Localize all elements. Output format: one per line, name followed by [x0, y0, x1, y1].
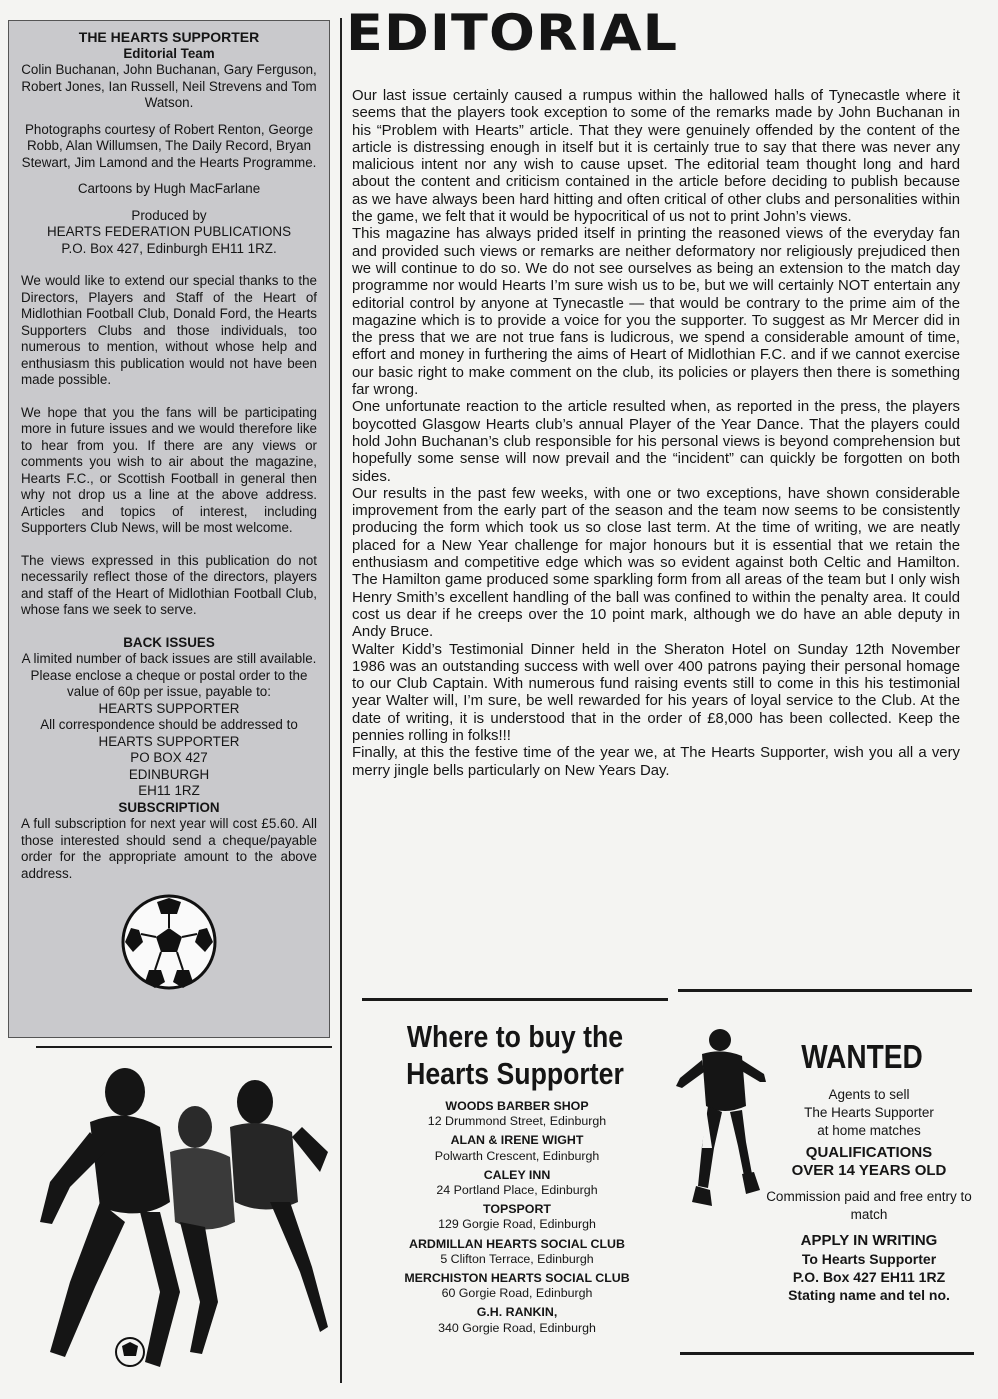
- thanks-text: We would like to extend our special thanks to the Directors, Players and Staff of the Heart of Midlothian Football Club, Donald Ford, the Hearts Supporters Clubs and those individuals, too numerous to mention, without whose help and enthusiasm this publication would not have been made possible.: [21, 273, 317, 387]
- magazine-title: THE HEARTS SUPPORTER: [78, 29, 260, 45]
- wanted-line: Agents to sell: [828, 1087, 910, 1102]
- commission-text: Commission paid and free entry to match: [766, 1189, 972, 1222]
- store-address: 24 Portland Place, Edinburgh: [436, 1183, 598, 1198]
- publisher: HEARTS FEDERATION PUBLICATIONS: [46, 224, 292, 239]
- store-name: ALAN & IRENE WIGHT: [450, 1133, 584, 1148]
- list-item: [362, 1099, 672, 1129]
- address-line: EDINBURGH: [128, 766, 210, 782]
- store-name: MERCHISTON HEARTS SOCIAL CLUB: [404, 1271, 630, 1286]
- list-item: [362, 1305, 672, 1335]
- list-item: [362, 1271, 672, 1301]
- editorial-paragraph: This magazine has always prided itself in printing the reasoned views of the everyday fan and provided such views or remarks are neither deformatory nor religiously prejudiced then we will continue to do so. We do not see ourselves as being an extension to the match day programme nor would Hearts I’m sure wish us to be, but we will certainly NOT entertain any editorial control by anyone at Tynecastle — that would be contrary to the prime aim of the magazine which is to provide a voice for you the supporter. To suggest as Mr Mercer did in the press that we are not true fans is ludicrous, we spend a considerable amount of time, effort and money in furthering the aims of Heart of Midlothian F.C. and if we cannot exercise our basic right to make comment on the club, its policies or players then there is something far wrong.: [352, 226, 960, 399]
- editorial-paragraph: Our last issue certainly caused a rumpus within the hallowed halls of Tynecastle where it seems that the players took exception to some of the remarks made by John Buchanan in his “Problem with Hearts” article. That they were genuinely offended by the content of the article is distressing enough in itself but it is certainly true to say that there was never any malicious intent nor any wish to cause upset. The editorial team thought long and hard about the content and criticism contained in the article before deciding to publish because as we have always been hard hitting and often critical of other clubs and personalities within the game, we felt that it would be hypocritical of us not to print John’s views.: [352, 88, 960, 226]
- back-issues-heading: BACK ISSUES: [123, 634, 215, 650]
- address-line: PO BOX 427: [130, 750, 208, 765]
- store-address: Polwarth Crescent, Edinburgh: [434, 1148, 600, 1163]
- subscription-heading: SUBSCRIPTION: [118, 799, 220, 815]
- store-name: WOODS BARBER SHOP: [445, 1099, 589, 1113]
- wanted-line: at home matches: [817, 1123, 921, 1138]
- back-issues-text: A limited number of back issues are still available. Please enclose a cheque or postal order to the value of 60p per issue, payable to:: [21, 651, 317, 699]
- editorial-paragraph: Finally, at this the festive time of the year we, at The Hearts Supporter, wish you all a very merry jingle bells particularly on New Years Day.: [352, 745, 960, 779]
- apply-heading: APPLY IN WRITING: [800, 1232, 938, 1249]
- qualifications-heading: QUALIFICATIONS: [805, 1144, 933, 1161]
- store-name: CALEY INN: [483, 1167, 551, 1182]
- wanted-top-rule: [678, 989, 972, 992]
- store-name: ARDMILLAN HEARTS SOCIAL CLUB: [409, 1236, 625, 1251]
- list-item: [362, 1237, 672, 1267]
- team-heading: Editorial Team: [123, 45, 215, 61]
- editorial-body: [352, 88, 960, 780]
- store-address: 340 Gorgie Road, Edinburgh: [438, 1320, 596, 1335]
- apply-box: P.O. Box 427 EH11 1RZ: [792, 1269, 946, 1285]
- apply-stating: Stating name and tel no.: [788, 1287, 950, 1303]
- editorial-title: EDITORIAL: [346, 4, 679, 62]
- where-top-rule: [362, 998, 668, 1001]
- info-box: [8, 20, 330, 1038]
- payee: HEARTS SUPPORTER: [98, 700, 240, 716]
- where-to-buy-title: [382, 1018, 649, 1092]
- address-line: EH11 1RZ: [138, 783, 200, 798]
- hope-text: We hope that you the fans will be participating more in future issues and we would therefore like to hear from you. If there are any views or comments you wish to air about the magazine, Hearts F.C., or Scottish Football in general then why not drop us a line at the above address. Articles and topics of interest, including Supporters Club News, will be most welcome.: [21, 404, 317, 535]
- photo-credits: Photographs courtesy of Robert Renton, George Robb, Alan Willumsen, The Daily Record, Bryan Stewart, Jim Lamond and the Hearts Programme.: [21, 121, 317, 170]
- wanted-body: [755, 1086, 983, 1304]
- wanted-title: WANTED: [801, 1038, 923, 1075]
- column-divider: [340, 18, 342, 1383]
- publisher-address: P.O. Box 427, Edinburgh EH11 1RZ.: [61, 240, 277, 256]
- where-title-line: Where to buy the: [406, 1019, 624, 1054]
- football-players-photo: [30, 1052, 330, 1382]
- wanted-line: The Hearts Supporter: [804, 1105, 934, 1120]
- list-item: [362, 1133, 672, 1163]
- store-list: [362, 1099, 672, 1340]
- photo-top-rule: [36, 1046, 332, 1048]
- wanted-bottom-rule: [680, 1352, 974, 1355]
- store-address: 60 Gorgie Road, Edinburgh: [441, 1286, 593, 1301]
- store-address: 129 Gorgie Road, Edinburgh: [438, 1217, 596, 1232]
- store-address: 5 Clifton Terrace, Edinburgh: [440, 1251, 594, 1266]
- editorial-paragraph: One unfortunate reaction to the article resulted when, as reported in the press, the players boycotted Glasgow Hearts club’s annual Player of the Year Dance. That the players could hold John Buchanan’s club responsible for his personal views is beyond comprehension but hopefully some sense will now prevail and the “incident” can quickly be forgotten on both sides.: [352, 399, 960, 485]
- produced-by: Produced by: [131, 207, 207, 223]
- store-name: TOPSPORT: [483, 1202, 551, 1217]
- correspondence-text: All correspondence should be addressed to: [40, 717, 298, 732]
- views-text: The views expressed in this publication do not necessarily reflect those of the directors, players and staff of the Heart of Midlothian Football Club, whose fans we seek to serve.: [21, 552, 317, 617]
- list-item: [362, 1202, 672, 1232]
- list-item: [362, 1168, 672, 1198]
- qualifications-age: OVER 14 YEARS OLD: [791, 1162, 947, 1179]
- subscription-text: A full subscription for next year will cost £5.60. All those interested should send a cheque/payable order for the appropriate amount to the above address.: [21, 816, 317, 881]
- editorial-paragraph: Our results in the past few weeks, with one or two exceptions, have shown considerable improvement from the early part of the season and the team now seems to be consistently producing the form which took us so close last term. At the time of writing, we are neatly placed for a New Year challenge for major honours but it is essential that we retain the enthusiasm and competitive edge which was so evident against both Celtic and Hamilton. The Hamilton game produced some sparkling form from all areas of the team but I only wish Henry Smith’s excellent handling of the ball was confined to within the penalty area. It could cost us dear if he creeps over the 10 point mark, although we do have an able deputy in Andy Bruce.: [352, 485, 960, 641]
- store-address: 12 Drummond Street, Edinburgh: [427, 1114, 607, 1129]
- football-illustration: [119, 892, 219, 992]
- editorial-paragraph: Walter Kidd’s Testimonial Dinner held in the Sheraton Hotel on Sunday 12th November 1986 was an outstanding success with well over 400 patrons paying their personal homage to our Club Captain. With numerous fund raising events still to come in this his testimonial year Walter will, I’m sure, be well rewarded for his years of loyal service to the Club. At the date of writing, it is understood that in the order of £8,000 has been collected. Keep the pennies rolling in folks!!!: [352, 641, 960, 744]
- address-line: HEARTS SUPPORTER: [98, 733, 240, 749]
- cartoon-credits: Cartoons by Hugh MacFarlane: [77, 181, 261, 196]
- store-name: G.H. RANKIN,: [476, 1305, 558, 1320]
- apply-to: To Hearts Supporter: [801, 1251, 937, 1267]
- where-title-line: Hearts Supporter: [406, 1056, 624, 1091]
- team-names: Colin Buchanan, John Buchanan, Gary Ferguson, Robert Jones, Ian Russell, Neil Strevens and Tom Watson.: [21, 62, 317, 110]
